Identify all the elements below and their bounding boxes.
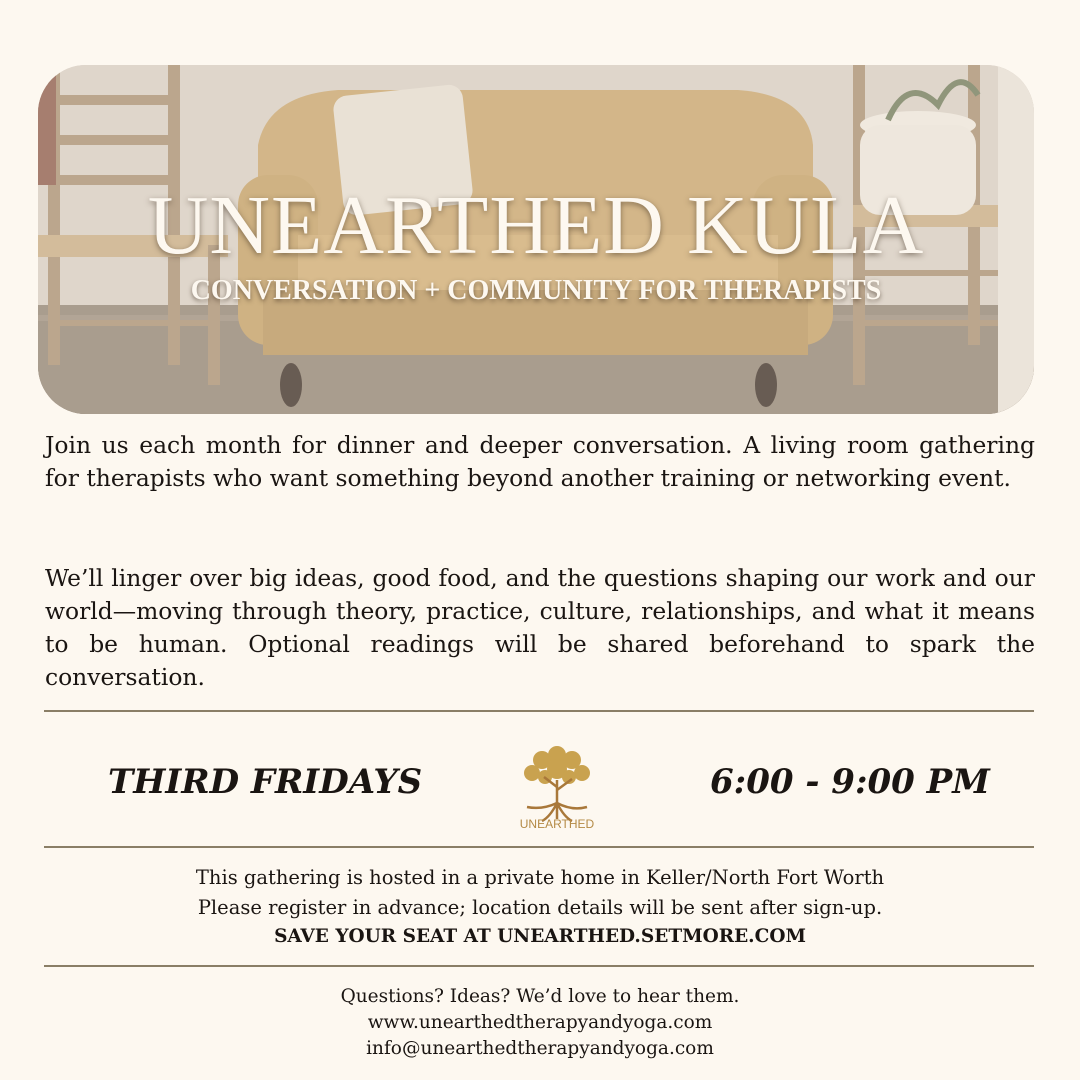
website-link[interactable]: www.unearthedtherapyandyoga.com: [367, 1012, 713, 1033]
event-subtitle: CONVERSATION + COMMUNITY FOR THERAPISTS: [190, 275, 882, 306]
divider: [44, 965, 1034, 967]
divider: [44, 710, 1034, 712]
schedule-time: 6:00 - 9:00 PM: [710, 762, 990, 802]
event-title: UNEARTHED KULA: [147, 179, 925, 272]
email-link[interactable]: info@unearthedtherapyandyoga.com: [366, 1038, 714, 1059]
location-info: This gathering is hosted in a private home in Keller/North Fort Worth: [195, 866, 885, 889]
intro-paragraph-2: We’ll linger over big ideas, good food, and the questions shaping our work and our world—moving through theory, practice, culture, relationships, and what it means to be human. Optional readings will be shared beforehand to spark the conversation.: [45, 564, 1035, 691]
divider: [44, 846, 1034, 848]
register-link[interactable]: SAVE YOUR SEAT AT UNEARTHED.SETMORE.COM: [274, 926, 806, 947]
registration-info: Please register in advance; location details will be sent after sign-up.: [197, 896, 883, 919]
intro-paragraph-1: Join us each month for dinner and deeper conversation. A living room gathering for therapists who want something beyond another training or networking event.: [45, 431, 1035, 492]
logo-wordmark: UNEARTHED: [519, 817, 595, 831]
contact-question: Questions? Ideas? We’d love to hear them.: [340, 986, 740, 1007]
hero-banner: [38, 65, 1034, 414]
schedule-day: THIRD FRIDAYS: [108, 762, 423, 802]
